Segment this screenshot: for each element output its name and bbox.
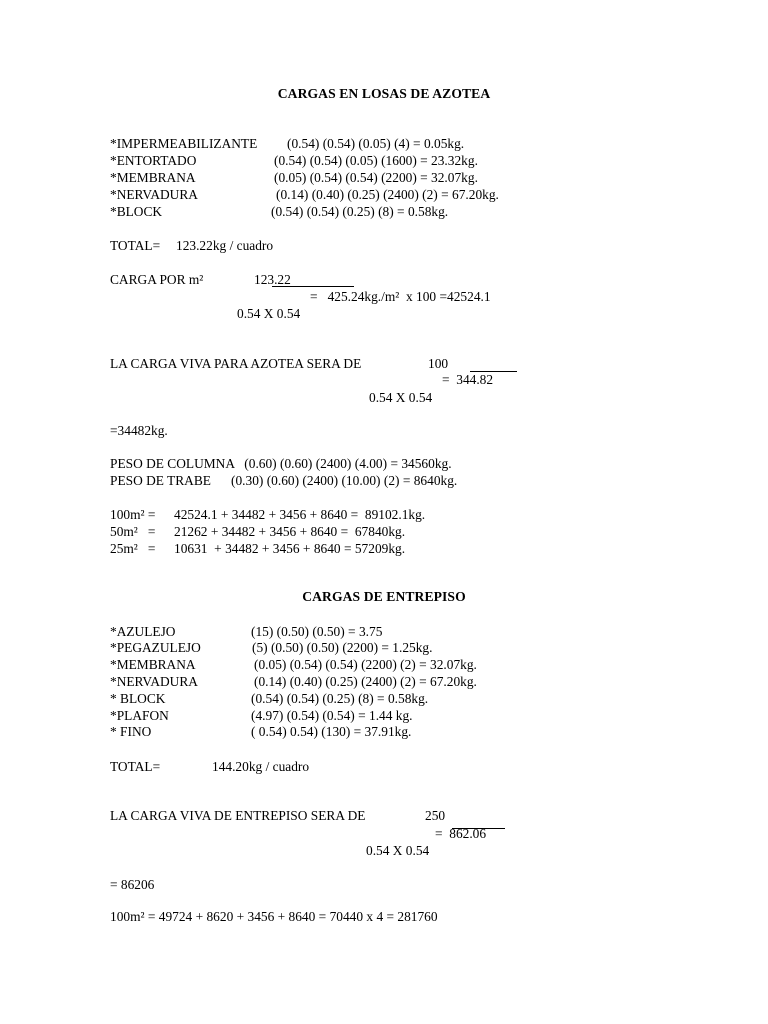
azotea-viva-label: LA CARGA VIVA PARA AZOTEA SERA DE bbox=[110, 356, 362, 371]
entrepiso-title: CARGAS DE ENTREPISO bbox=[302, 589, 466, 604]
azotea-title: CARGAS EN LOSAS DE AZOTEA bbox=[277, 86, 491, 101]
azotea-item-label: *IMPERMEABILIZANTE bbox=[110, 136, 258, 151]
entrepiso-viva-label: LA CARGA VIVA DE ENTREPISO SERA DE bbox=[110, 808, 366, 823]
area-label: 25m² = bbox=[110, 541, 156, 556]
azotea-item-calc: (0.14) (0.40) (0.25) (2400) (2) = 67.20kg. bbox=[276, 187, 499, 202]
fraction-rule bbox=[272, 286, 354, 287]
entrepiso-total-value: 144.20kg / cuadro bbox=[212, 759, 310, 774]
entrepiso-item-label: * BLOCK bbox=[110, 691, 166, 706]
entrepiso-total-label: TOTAL= bbox=[110, 759, 161, 774]
entrepiso-viva-final: = 86206 bbox=[110, 877, 155, 892]
entrepiso-viva-numerator: 250 bbox=[425, 808, 446, 823]
area-calc: 42524.1 + 34482 + 3456 + 8640 = 89102.1kg. bbox=[174, 507, 426, 522]
entrepiso-item-label: *PLAFON bbox=[110, 708, 169, 723]
area-calc: 10631 + 34482 + 3456 + 8640 = 57209kg. bbox=[174, 541, 406, 556]
carga-label: CARGA POR m² bbox=[110, 272, 204, 287]
peso-columna: PESO DE COLUMNA (0.60) (0.60) (2400) (4.00) = 34560kg. bbox=[110, 456, 452, 471]
entrepiso-viva-denominator: 0.54 X 0.54 bbox=[366, 843, 430, 858]
azotea-viva-final: =34482kg. bbox=[110, 423, 168, 438]
entrepiso-area-line: 100m² = 49724 + 8620 + 3456 + 8640 = 70440 x 4 = 281760 bbox=[110, 909, 438, 924]
azotea-item-calc: (0.54) (0.54) (0.25) (8) = 0.58kg. bbox=[271, 204, 449, 219]
entrepiso-item-calc: (4.97) (0.54) (0.54) = 1.44 kg. bbox=[251, 708, 413, 723]
entrepiso-item-label: *AZULEJO bbox=[110, 624, 176, 639]
entrepiso-item-label: *NERVADURA bbox=[110, 674, 198, 689]
azotea-viva-result: = 344.82 bbox=[442, 372, 494, 387]
entrepiso-item-calc: (0.54) (0.54) (0.25) (8) = 0.58kg. bbox=[251, 691, 429, 706]
carga-result: = 425.24kg./m² x 100 =42524.1 bbox=[310, 289, 491, 304]
azotea-total-label: TOTAL= bbox=[110, 238, 161, 253]
azotea-total-value: 123.22kg / cuadro bbox=[176, 238, 274, 253]
azotea-item-label: *ENTORTADO bbox=[110, 153, 197, 168]
entrepiso-item-calc: ( 0.54) 0.54) (130) = 37.91kg. bbox=[251, 724, 412, 739]
azotea-item-label: *MEMBRANA bbox=[110, 170, 196, 185]
entrepiso-item-calc: (5) (0.50) (0.50) (2200) = 1.25kg. bbox=[252, 640, 433, 655]
azotea-item-label: *BLOCK bbox=[110, 204, 163, 219]
azotea-viva-numerator: 100 bbox=[428, 356, 449, 371]
area-label: 100m² = bbox=[110, 507, 156, 522]
entrepiso-item-label: * FINO bbox=[110, 724, 152, 739]
entrepiso-item-calc: (0.05) (0.54) (0.54) (2200) (2) = 32.07kg. bbox=[254, 657, 477, 672]
carga-denominator: 0.54 X 0.54 bbox=[237, 306, 301, 321]
carga-numerator: 123.22 bbox=[254, 272, 291, 287]
entrepiso-viva-result: = 862.06 bbox=[435, 826, 487, 841]
entrepiso-item-label: *MEMBRANA bbox=[110, 657, 196, 672]
entrepiso-item-calc: (0.14) (0.40) (0.25) (2400) (2) = 67.20kg. bbox=[254, 674, 477, 689]
entrepiso-item-label: *PEGAZULEJO bbox=[110, 640, 201, 655]
entrepiso-item-calc: (15) (0.50) (0.50) = 3.75 bbox=[251, 624, 383, 639]
azotea-item-calc: (0.54) (0.54) (0.05) (4) = 0.05kg. bbox=[287, 136, 465, 151]
peso-trabe: PESO DE TRABE (0.30) (0.60) (2400) (10.00) (2) = 8640kg. bbox=[110, 473, 458, 488]
azotea-item-calc: (0.54) (0.54) (0.05) (1600) = 23.32kg. bbox=[274, 153, 478, 168]
area-calc: 21262 + 34482 + 3456 + 8640 = 67840kg. bbox=[174, 524, 406, 539]
azotea-item-label: *NERVADURA bbox=[110, 187, 198, 202]
azotea-item-calc: (0.05) (0.54) (0.54) (2200) = 32.07kg. bbox=[274, 170, 478, 185]
area-label: 50m² = bbox=[110, 524, 156, 539]
azotea-viva-denominator: 0.54 X 0.54 bbox=[369, 390, 433, 405]
